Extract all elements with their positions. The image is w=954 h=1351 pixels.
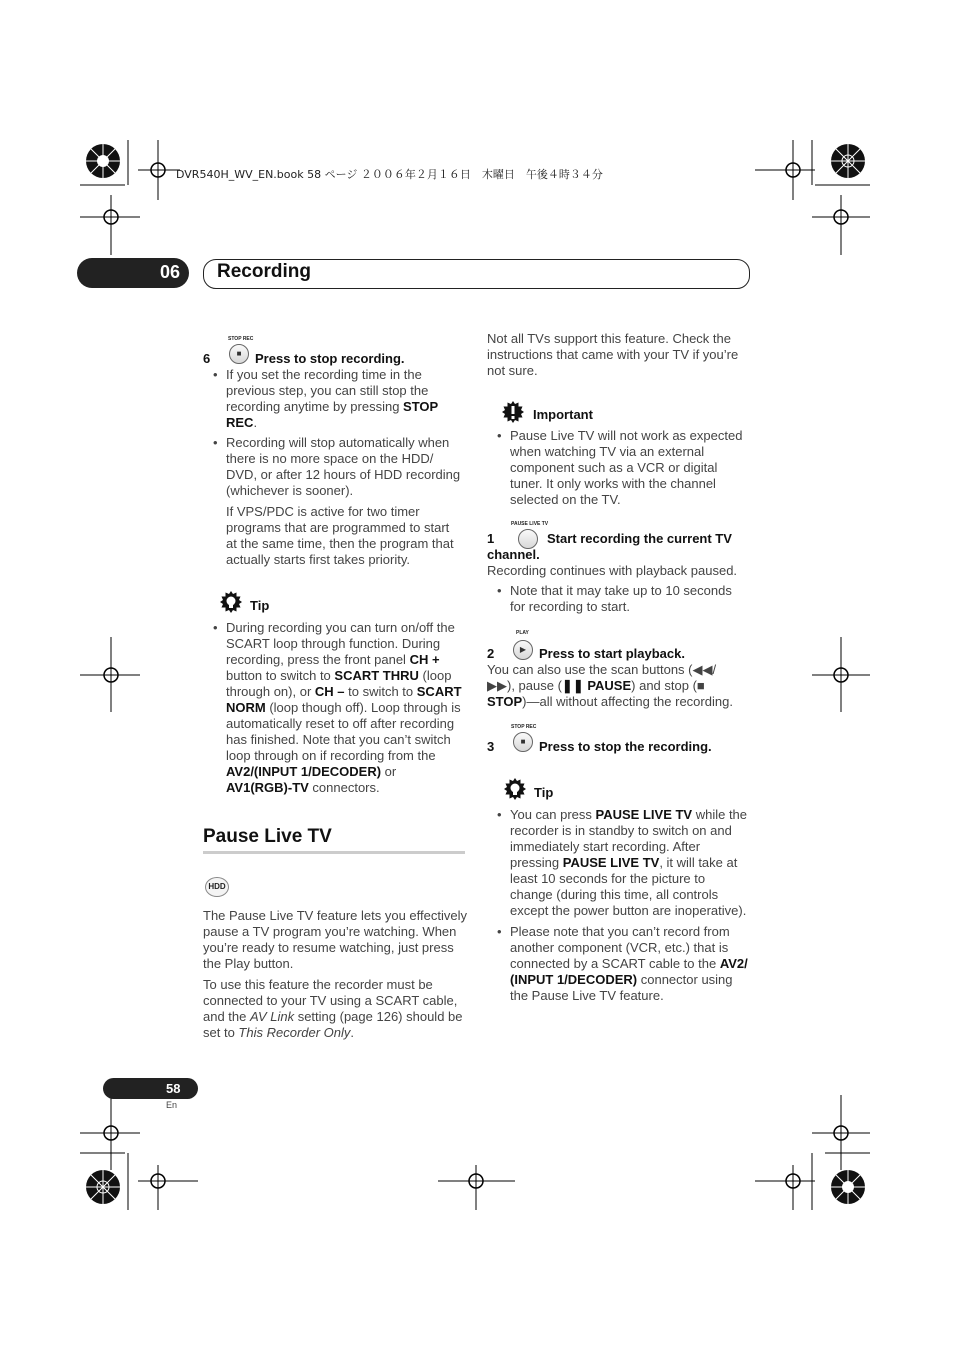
step-text: Start recording the current TV: [547, 531, 732, 546]
print-metadata-line: DVR540H_WV_EN.book 58 ページ ２００６年２月１６日 木曜日 午後４時３４分: [176, 168, 603, 181]
page-number: 58: [166, 1081, 181, 1096]
important-warning-icon: [501, 400, 525, 424]
page-number-pill: [103, 1078, 198, 1099]
tip-heading: Tip: [534, 785, 554, 800]
step-text: Press to stop the recording.: [539, 739, 712, 754]
chapter-number: 06: [160, 262, 181, 282]
step-text: Press to start playback.: [539, 646, 685, 661]
vps-paragraph: If VPS/PDC is active for two timer programs that are programmed to start at the same time, then the program that actually starts first takes priority.: [226, 504, 454, 567]
important-heading: Important: [533, 407, 593, 422]
bullet: •: [497, 583, 502, 598]
hdd-badge-icon: HDD: [205, 877, 229, 897]
play-button-icon: ▶: [513, 640, 533, 660]
step-number: 2: [487, 646, 495, 661]
bullet: •: [497, 428, 502, 443]
pause-live-tv-button-icon: [518, 529, 538, 549]
tip-lightbulb-icon: [219, 590, 243, 614]
tip-text: You can press PAUSE LIVE TV while the recorder is in standby to switch on and immediately start recording. After pressing PAUSE LIVE TV, it will take at least 10 seconds for the picture to change (during this time, all controls except the power button are inoperative).: [510, 807, 748, 918]
tip-lightbulb-icon: [503, 777, 527, 801]
tip-text: During recording you can turn on/off the SCART loop through function. During recording, press the front panel CH + button to switch to SCART THRU (loop through on), or CH – to switch to SCART NORM (loop though off). Loop through is automatically reset to off after recording has finished. Note that you can’t switch loop through on if recording from the AV2/(INPUT 1/DECODER) or AV1(RGB)-TV connectors.: [226, 620, 462, 795]
section-rule: [203, 851, 465, 854]
play-button-label: PLAY: [516, 630, 529, 636]
tip-text: Please note that you can’t record from another component (VCR, etc.) that is connected by a SCART cable to the AV2/ (INPUT 1/DECODER) connector using the Pause Live TV feature.: [510, 924, 748, 1003]
bullet: •: [213, 620, 218, 635]
step-text: Press to stop recording.: [255, 351, 405, 366]
bullet: •: [497, 924, 502, 939]
section-title: Pause Live TV: [203, 826, 332, 847]
note-text: Note that it may take up to 10 seconds for recording to start.: [510, 583, 732, 614]
step-description: Recording continues with playback paused.: [487, 563, 738, 578]
step-number: 6: [203, 351, 211, 366]
bullet: •: [213, 435, 218, 450]
bullet: •: [497, 807, 502, 822]
bullet-text: If you set the recording time in the previous step, you can still stop the recording anytime by pressing STOP REC.: [226, 367, 439, 430]
page-language: En: [166, 1100, 178, 1110]
chapter-title: Recording: [217, 261, 311, 282]
stop-rec-button-label: STOP REC: [511, 724, 537, 730]
step-number: 3: [487, 739, 495, 754]
intro-paragraph: The Pause Live TV feature lets you effectively pause a TV program you’re watching. When you’re ready to resume watching, just press the Play button.: [203, 908, 467, 971]
important-text: Pause Live TV will not work as expected when watching TV via an external component such as a VCR or digital tuner. It only works with the channel selected on the TV.: [510, 428, 743, 507]
tip-heading: Tip: [250, 598, 270, 613]
step-number: 1: [487, 531, 495, 546]
bullet: •: [213, 367, 218, 382]
step-description: You can also use the scan buttons (◀◀/ ▶▶), pause (❚❚ PAUSE) and stop (■ STOP)—all without affecting the recording.: [487, 662, 733, 709]
support-paragraph: Not all TVs support this feature. Check the instructions that came with your TV if you’re not sure.: [487, 331, 739, 378]
bullet-text: Recording will stop automatically when there is no more space on the HDD/ DVD, or after 12 hours of HDD recording (whichever is sooner).: [226, 435, 461, 498]
stop-rec-button-icon: ■: [513, 732, 533, 752]
stop-rec-button-icon: ■: [229, 344, 249, 364]
stop-rec-button-label: STOP REC: [228, 336, 254, 342]
pause-live-tv-button-label: PAUSE LIVE TV: [511, 521, 549, 527]
step-text-cont: channel.: [487, 547, 540, 562]
scart-paragraph: To use this feature the recorder must be connected to your TV using a SCART cable, and the AV Link setting (page 126) should be set to This Recorder Only.: [203, 977, 463, 1040]
